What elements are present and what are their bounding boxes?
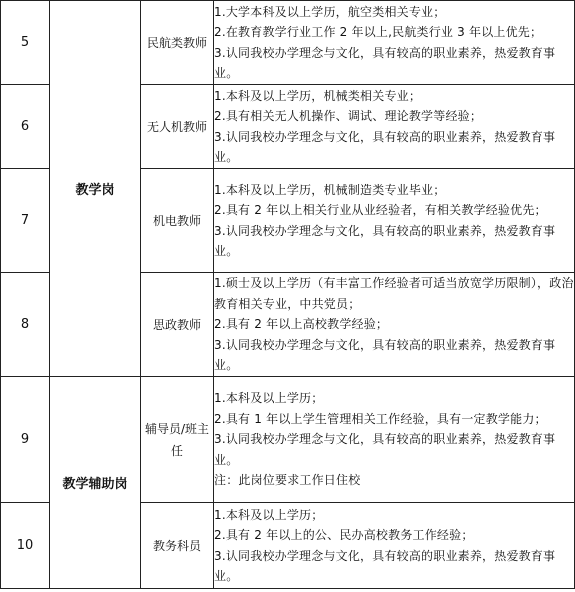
requirement-line: 2.具有 2 年以上相关行业从业经验者，有相关教学经验优先； [214, 203, 547, 217]
requirement-line: 3.认同我校办学理念与文化，具有较高的职业素养，热爱教育事业。 [214, 45, 556, 80]
requirement-line: 1.本科及以上学历，机械类相关专业； [214, 88, 422, 103]
requirement-line: 1.本科及以上学历； [214, 507, 324, 522]
requirement-line: 1.硕士及以上学历（有丰富工作经验者可适当放宽学历限制），政治教育相关专业，中共党员； [214, 276, 574, 311]
requirement-line: 2.具有相关无人机操作、调试、理论教学等经验； [214, 109, 483, 123]
requirement-line: 3.认同我校办学理念与文化，具有较高的职业素养，热爱教育事业。 [214, 432, 556, 467]
requirements-cell [214, 85, 575, 169]
row-number: 5 [1, 1, 50, 85]
requirement-line: 3.认同我校办学理念与文化，具有较高的职业素养，热爱教育事业。 [214, 337, 556, 373]
requirement-note: 注：此岗位要求工作日住校 [214, 473, 361, 488]
position-name: 无人机教师 [141, 85, 214, 169]
position-name: 民航类教师 [141, 1, 214, 85]
requirements-cell [214, 273, 575, 377]
requirement-line: 1.大学本科及以上学历，航空类相关专业； [214, 4, 446, 19]
row-number: 7 [1, 169, 50, 273]
requirement-line: 2.具有 2 年以上的公、民办高校教务工作经验； [214, 528, 474, 542]
position-name: 辅导员/班主任 [141, 377, 214, 503]
category-cell: 教学岗 [50, 1, 141, 377]
requirement-line: 1.本科及以上学历，机械制造类专业毕业； [214, 182, 446, 197]
requirements-cell [214, 169, 575, 273]
row-number: 9 [1, 377, 50, 503]
requirement-line: 3.认同我校办学理念与文化，具有较高的职业素养，热爱教育事业。 [214, 548, 556, 583]
category-cell: 教学辅助岗 [50, 377, 141, 589]
requirements-cell [214, 503, 575, 589]
position-name: 机电教师 [141, 169, 214, 273]
table-row [1, 377, 575, 503]
position-name: 教务科员 [141, 503, 214, 589]
requirement-line: 2.在教育教学行业工作 2 年以上,民航类行业 3 年以上优先； [214, 25, 543, 39]
requirement-line: 2.具有 2 年以上高校教学经验； [214, 317, 389, 332]
row-number: 6 [1, 85, 50, 169]
row-number: 8 [1, 273, 50, 377]
requirement-line: 3.认同我校办学理念与文化，具有较高的职业素养，热爱教育事业。 [214, 129, 556, 164]
table-row [1, 1, 575, 85]
position-name: 思政教师 [141, 273, 214, 377]
requirements-cell [214, 1, 575, 85]
requirements-cell [214, 377, 575, 503]
requirement-line: 1.本科及以上学历； [214, 391, 324, 406]
requirement-line: 3.认同我校办学理念与文化，具有较高的职业素养，热爱教育事业。 [214, 223, 556, 258]
row-number: 10 [1, 503, 50, 589]
requirement-line: 2.具有 1 年以上学生管理相关工作经验，具有一定教学能力； [214, 411, 547, 426]
